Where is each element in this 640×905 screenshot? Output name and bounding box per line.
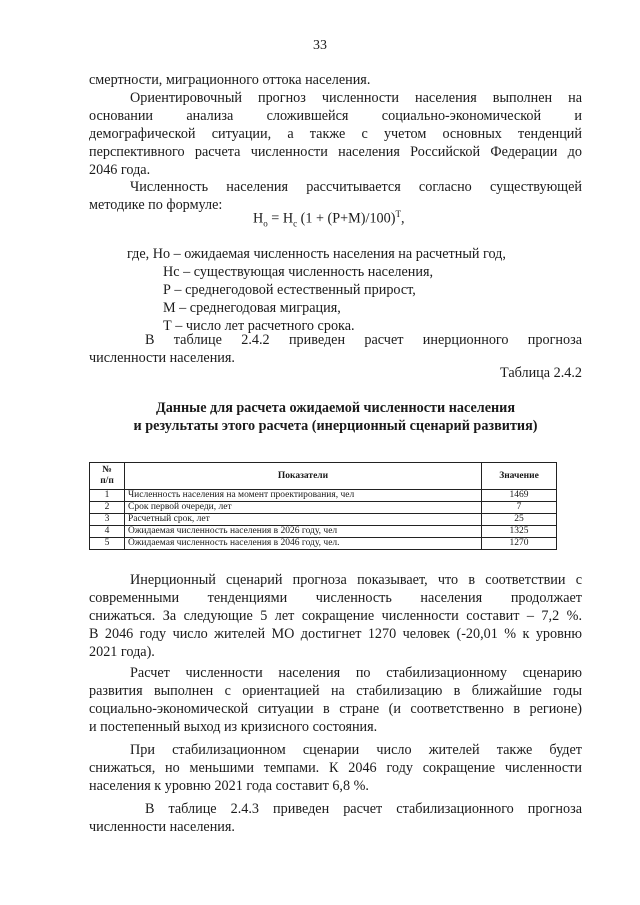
- formula-legend: где, Но – ожидаемая численность населения на расчетный год, Нс – существующая численность населения, Р – среднегодовой естественный прирост, М – среднегодовая миграция, Т – число лет расчетного срока.: [127, 246, 506, 334]
- page-number: 33: [313, 38, 327, 53]
- population-table: [89, 462, 557, 550]
- paragraph-method: Численность населения рассчитывается согласно существующей методике по формуле:: [89, 179, 582, 213]
- header-indicator: Показатели: [125, 463, 482, 490]
- table-row: 1 Численность населения на момент проектирования, чел 1469: [90, 490, 557, 502]
- paragraph-table-ref: В таблице 2.4.2 приведен расчет инерционного прогноза численности населения.: [89, 332, 582, 366]
- header-number: № п/п: [90, 463, 125, 490]
- table-header-row: [90, 463, 557, 490]
- population-formula: $Н_о = Н_с$ $(1 + (Р+М)/100)^Т$,: [253, 209, 405, 229]
- paragraph-stabilization-result: При стабилизационном сценарии число жителей также будет снижаться, но меньшими темпами. К 2046 году сокращение численности населения к уровню 2021 года составит 6,8 %.: [89, 742, 582, 794]
- paragraph-inertial-result: Инерционный сценарий прогноза показывает, что в соответствии с современными тенденциями численность населения продолжает снижаться. За следующие 5 лет сокращение численности составит – 7,2 %. В 2046 году число жителей МО достигнет 1270 человек (-20,01 % к уровню 2021 года).: [89, 572, 582, 660]
- table-caption: Таблица 2.4.2: [500, 365, 582, 381]
- table-title: Данные для расчета ожидаемой численности населения и результаты этого расчета (инерционный сценарий развития): [133, 400, 538, 434]
- table-row: 5 Ожидаемая численность населения в 2046 году, чел. 1270: [90, 538, 557, 550]
- paragraph-stabilization-method: Расчет численности населения по стабилизационному сценарию развития выполнен с ориентацией на стабилизацию в ближайшие годы социально-экономической ситуации в стране (и соответственно в регионе) и постепенный выход из кризисного состояния.: [89, 665, 582, 735]
- paragraph-continuation: смертности, миграционного оттока населения.: [89, 72, 371, 88]
- paragraph-forecast-basis: Ориентировочный прогноз численности населения выполнен на основании анализа сложившейся социально-экономической и демографической ситуации, а также с учетом основных тенденций перспективного расчета численности населения Российской Федерации до 2046 года.: [89, 90, 582, 178]
- header-value: Значение: [482, 463, 557, 490]
- table-row: 3 Расчетный срок, лет 25: [90, 514, 557, 526]
- table-row: 2 Срок первой очереди, лет 7: [90, 502, 557, 514]
- table-row: 4 Ожидаемая численность населения в 2026 году, чел 1325: [90, 526, 557, 538]
- paragraph-next-table-ref: В таблице 2.4.3 приведен расчет стабилизационного прогноза численности населения.: [89, 801, 582, 835]
